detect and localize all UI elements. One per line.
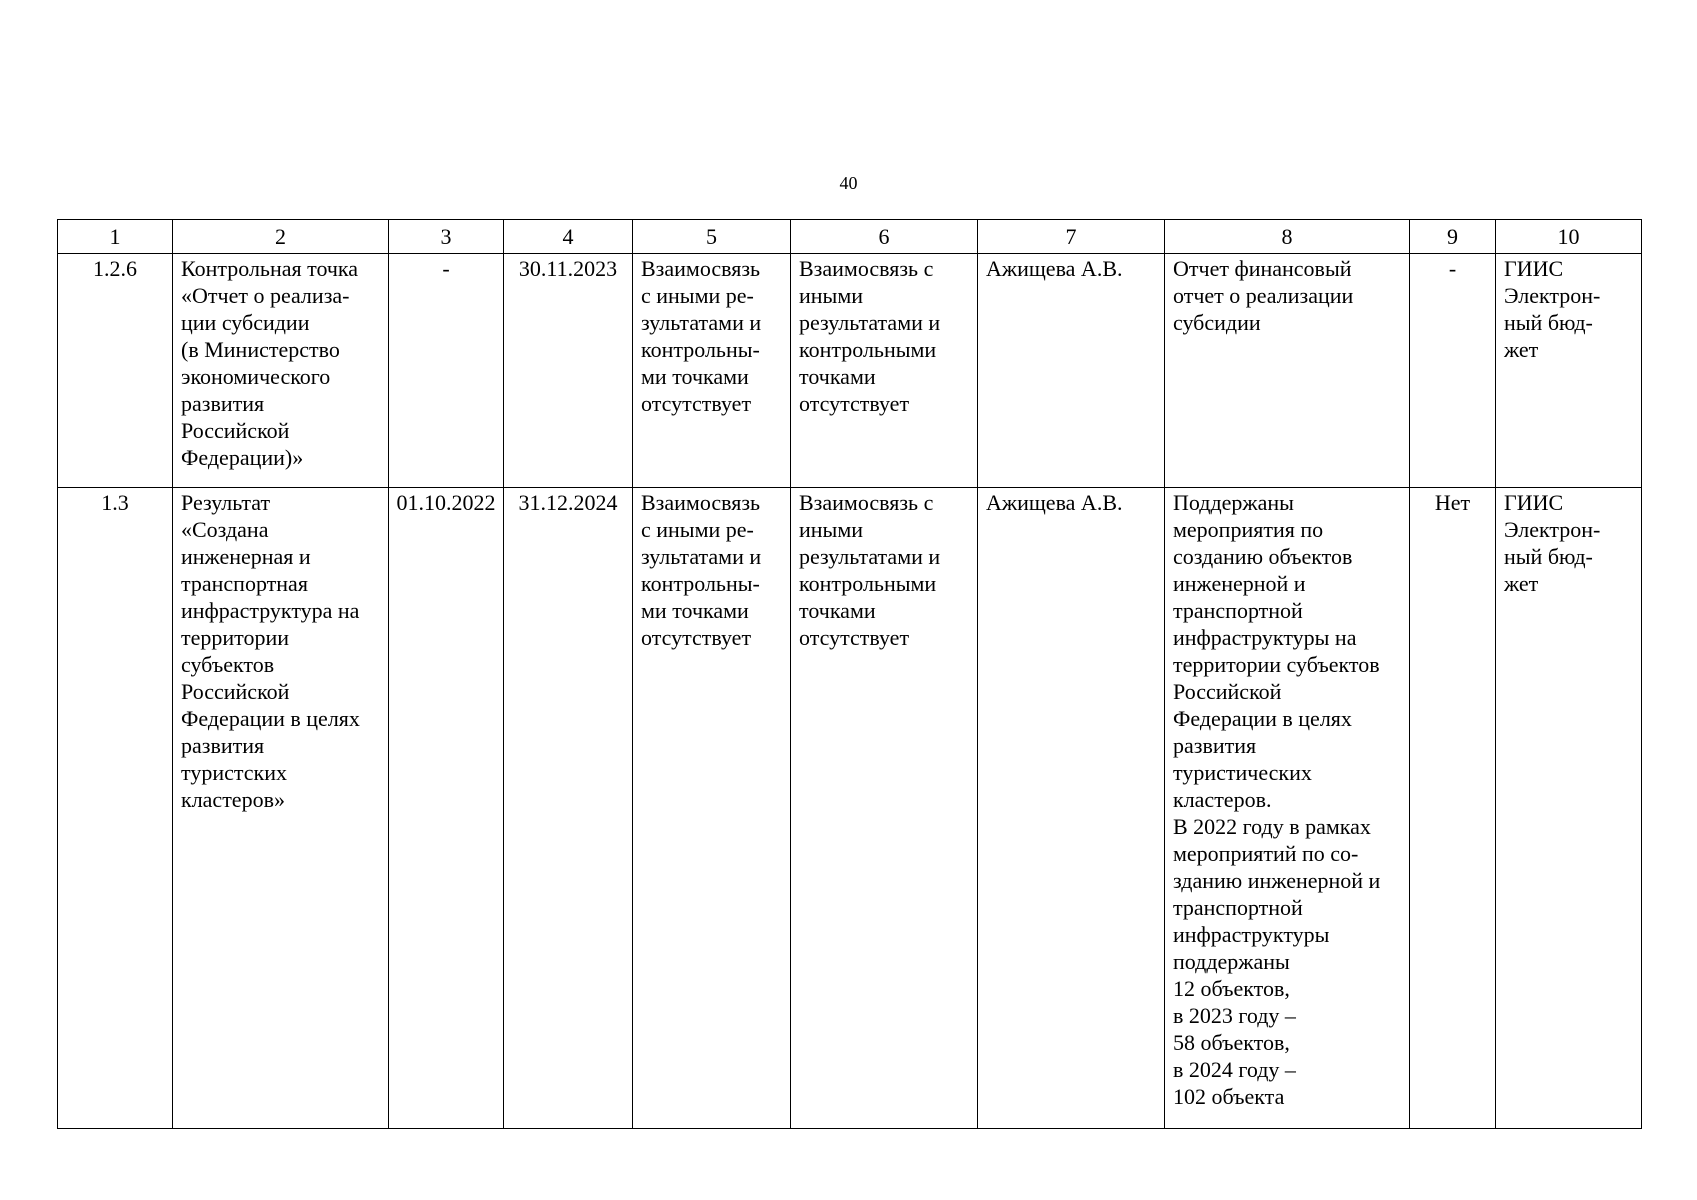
item-number: 1.2.6 [93,256,137,281]
relation-next: Взаимосвязь с иными результатами и контрольными точками отсутствует [799,490,941,650]
header-cell: 7 [978,220,1165,254]
item-name: Контрольная точка «Отчет о реализа- ции субсидии (в Министерство экономического развития Российской Федерации)» [181,256,359,470]
header-cell: 10 [1496,220,1642,254]
results-table [57,219,1642,1129]
header-cell: 3 [389,220,504,254]
page-number: 40 [839,173,858,193]
header-cell: 2 [173,220,389,254]
header-cell: 6 [791,220,978,254]
responsible-person: Ажищева А.В. [986,490,1123,515]
table-row [58,254,1642,488]
result-description: Отчет финансовый отчет о реализации субсидии [1173,256,1354,335]
approval-flag: Нет [1434,490,1471,515]
header-cell: 8 [1165,220,1410,254]
responsible-person: Ажищева А.В. [986,256,1123,281]
header-cell: 5 [633,220,791,254]
start-date: 01.10.2022 [396,490,496,515]
item-name: Результат «Создана инженерная и транспортная инфраструктура на территории субъектов Российской Федерации в целях развития туристских кластеров» [181,490,360,812]
header-cell: 1 [58,220,173,254]
relation-prev: Взаимосвязь с иными ре- зультатами и контрольны- ми точками отсутствует [641,490,762,650]
relation-next: Взаимосвязь с иными результатами и контрольными точками отсутствует [799,256,941,416]
approval-flag: - [1448,256,1457,281]
info-system: ГИИС Электрон- ный бюд- жет [1504,490,1601,596]
header-cell: 9 [1410,220,1496,254]
header-cell: 4 [504,220,633,254]
item-number: 1.3 [101,490,129,515]
table-row [58,488,1642,1129]
relation-prev: Взаимосвязь с иными ре- зультатами и контрольны- ми точками отсутствует [641,256,762,416]
start-date: - [442,256,450,281]
end-date: 31.12.2024 [518,490,618,515]
table-header-row [58,220,1642,254]
info-system: ГИИС Электрон- ный бюд- жет [1504,256,1601,362]
result-description: Поддержаны мероприятия по созданию объектов инженерной и транспортной инфраструктуры на территории субъектов Российской Федерации в целях развития туристических кластеров. В 2022 году в рамках мероприятий по со- зданию инженерной и транспортной инфраструктуры поддержаны 12 объектов, в 2023 году – 58 объектов, в 2024 году – 102 объекта [1173,490,1381,1109]
end-date: 30.11.2023 [518,256,618,281]
